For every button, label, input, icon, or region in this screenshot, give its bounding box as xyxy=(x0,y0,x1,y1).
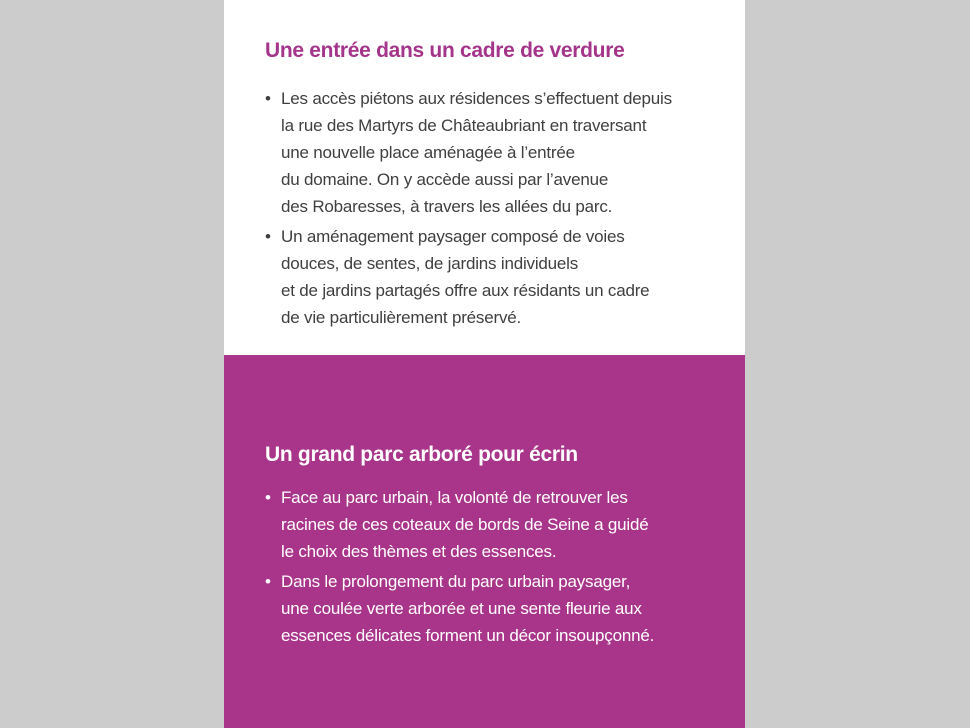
text-line: la rue des Martyrs de Châteaubriant en traversant xyxy=(281,116,647,135)
text-line: de vie particulièrement préservé. xyxy=(281,308,522,327)
text-line: du domaine. On y accède aussi par l’avenue xyxy=(281,170,609,189)
text-line: Les accès piétons aux résidences s’effectuent depuis xyxy=(281,89,672,108)
list-item xyxy=(265,568,654,649)
text-line: et de jardins partagés offre aux résidants un cadre xyxy=(281,281,650,300)
section-parc-title: Un grand parc arboré pour écrin xyxy=(265,443,578,466)
section-entree-title: Une entrée dans un cadre de verdure xyxy=(265,39,625,62)
text-line: le choix des thèmes et des essences. xyxy=(281,542,557,561)
section-entree-list xyxy=(265,85,672,334)
text-line: essences délicates forment un décor insoupçonné. xyxy=(281,626,655,645)
list-item xyxy=(265,223,672,331)
bullet-icon: • xyxy=(265,227,271,246)
text-line: Un aménagement paysager composé de voies xyxy=(281,227,625,246)
bullet-icon: • xyxy=(265,572,271,591)
text-line: une nouvelle place aménagée à l’entrée xyxy=(281,143,575,162)
bullet-icon: • xyxy=(265,488,271,507)
text-line: racines de ces coteaux de bords de Seine a guidé xyxy=(281,515,649,534)
list-item xyxy=(265,484,654,565)
list-item xyxy=(265,85,672,220)
text-line: Dans le prolongement du parc urbain paysager, xyxy=(281,572,631,591)
document-page xyxy=(224,0,745,728)
section-parc-list xyxy=(265,484,654,652)
section-entree xyxy=(224,0,745,355)
bullet-icon: • xyxy=(265,89,271,108)
text-line: Face au parc urbain, la volonté de retrouver les xyxy=(281,488,628,507)
text-line: douces, de sentes, de jardins individuels xyxy=(281,254,579,273)
text-line: des Robaresses, à travers les allées du parc. xyxy=(281,197,613,216)
section-parc xyxy=(224,355,745,728)
text-line: une coulée verte arborée et une sente fleurie aux xyxy=(281,599,642,618)
